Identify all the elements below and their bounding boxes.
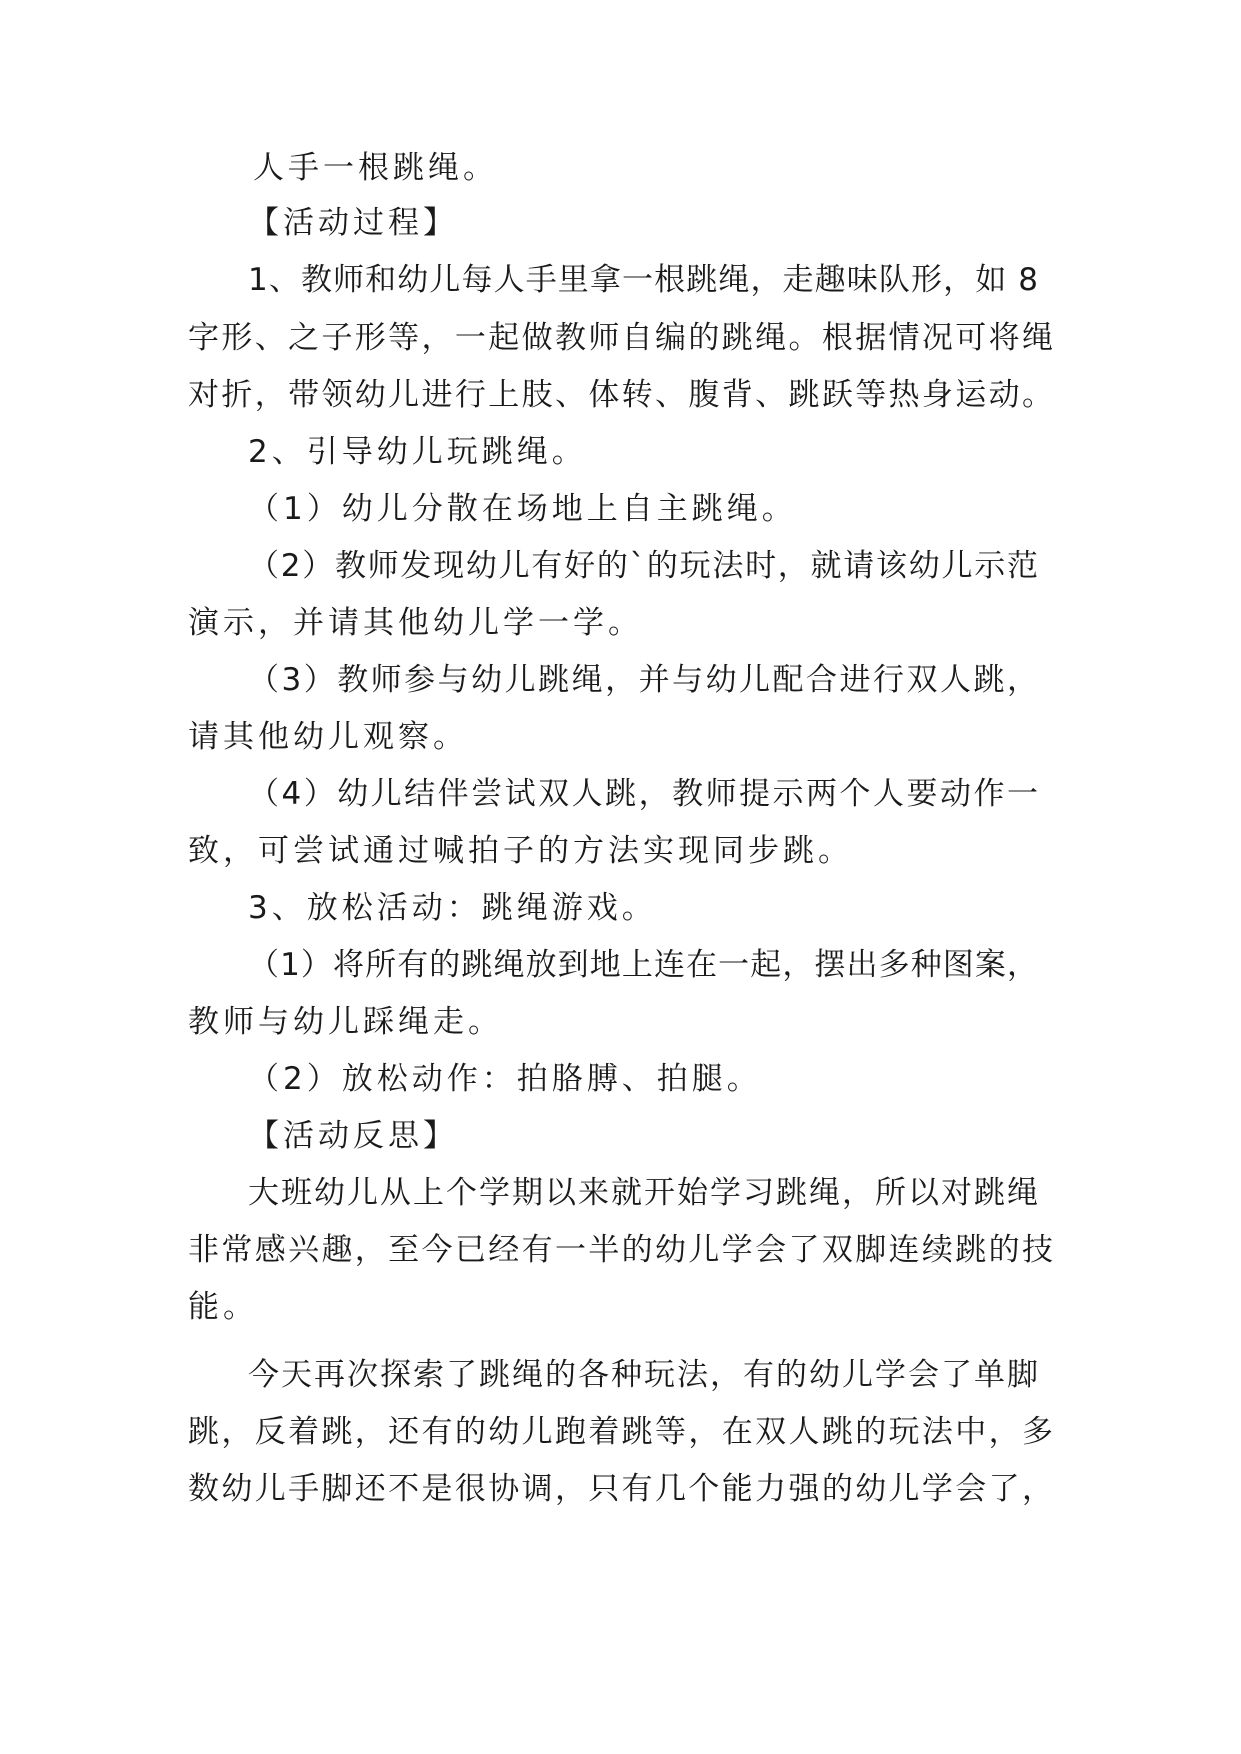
text-line: （2）教师发现幼儿有好的`的玩法时，就请该幼儿示范 <box>248 548 1038 584</box>
text-line: 对折，带领幼儿进行上肢、体转、腹背、跳跃等热身运动。 <box>188 377 1053 413</box>
text-line: 2、引导幼儿玩跳绳。 <box>248 434 587 470</box>
text-line: 今天再次探索了跳绳的各种玩法，有的幼儿学会了单脚 <box>248 1357 1038 1393</box>
section-heading: 【活动过程】 <box>248 205 458 241</box>
section-heading: 【活动反思】 <box>248 1118 458 1154</box>
text-line: 演示，并请其他幼儿学一学。 <box>188 605 643 641</box>
text-line: 请其他幼儿观察。 <box>188 719 468 755</box>
text-line: 大班幼儿从上个学期以来就开始学习跳绳，所以对跳绳 <box>248 1175 1038 1211</box>
text-line: 非常感兴趣，至今已经有一半的幼儿学会了双脚连续跳的技 <box>188 1232 1053 1268</box>
text-line: （1）幼儿分散在场地上自主跳绳。 <box>248 491 797 527</box>
text-line: 3、放松活动：跳绳游戏。 <box>248 890 657 926</box>
text-line: 跳，反着跳，还有的幼儿跑着跳等，在双人跳的玩法中，多 <box>188 1414 1053 1450</box>
text-line: （4）幼儿结伴尝试双人跳，教师提示两个人要动作一 <box>248 776 1038 812</box>
text-line: （2）放松动作：拍胳膊、拍腿。 <box>248 1061 762 1097</box>
text-line: 数幼儿手脚还不是很协调，只有几个能力强的幼儿学会了， <box>188 1471 1053 1507</box>
text-line: 致，可尝试通过喊拍子的方法实现同步跳。 <box>188 833 853 869</box>
text-line: 人手一根跳绳。 <box>253 150 498 186</box>
text-line: 1、教师和幼儿每人手里拿一根跳绳，走趣味队形，如 8 <box>248 262 1038 298</box>
text-line: 教师与幼儿踩绳走。 <box>188 1004 503 1040</box>
text-line: （3）教师参与幼儿跳绳，并与幼儿配合进行双人跳， <box>248 662 1038 698</box>
text-line: （1）将所有的跳绳放到地上连在一起，摆出多种图案， <box>248 947 1038 983</box>
text-line: 字形、之子形等，一起做教师自编的跳绳。根据情况可将绳 <box>188 320 1053 356</box>
text-line: 能。 <box>188 1289 258 1325</box>
